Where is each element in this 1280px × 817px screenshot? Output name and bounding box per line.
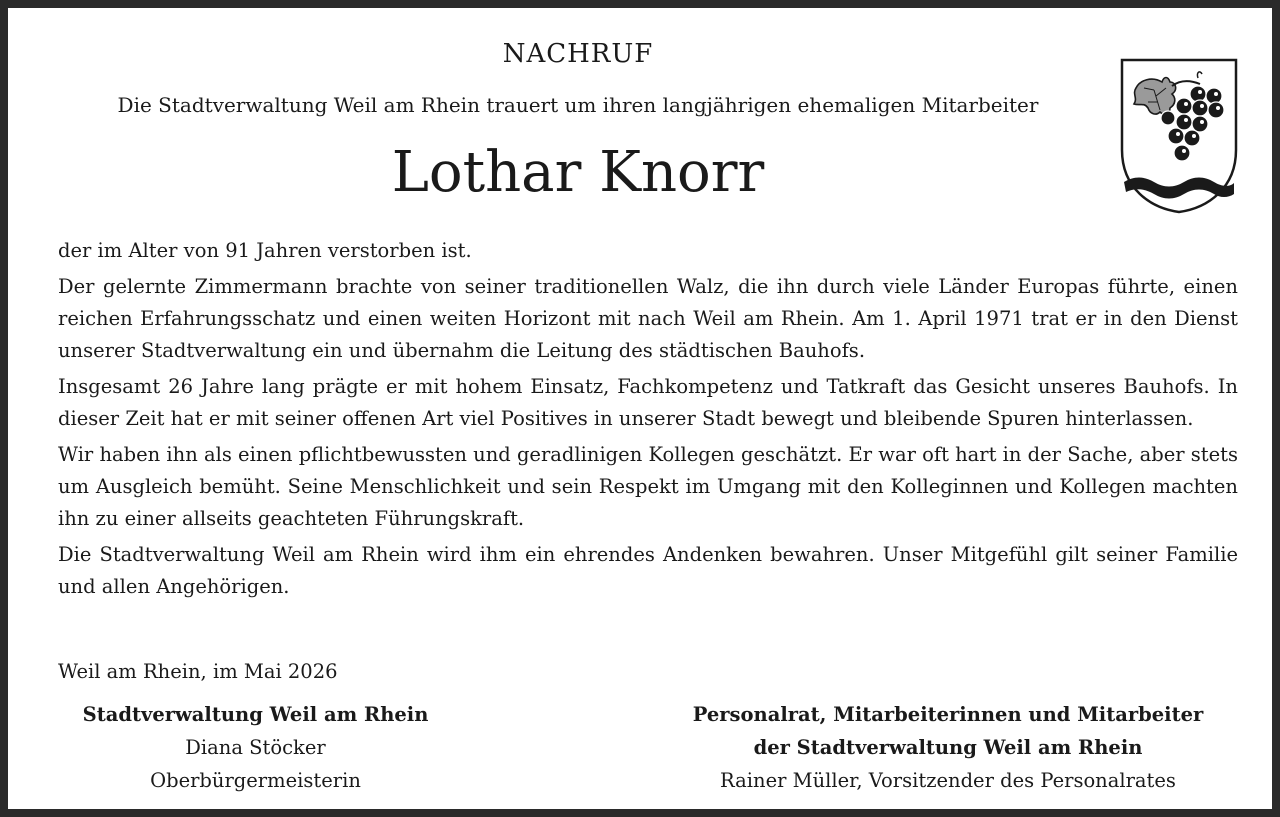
body-paragraph: Wir haben ihn als einen pflichtbewussten und geradlinigen Kollegen geschätzt. Er war oft hart in der Sache, aber stets um Ausgleich bemüht. Seine Menschlichkeit und sein Respekt im Umgang mit den Kolleginnen und Kollegen machten ihn zu einer allseits geachteten Führungskraft. [58, 443, 1238, 530]
body-paragraph: Der gelernte Zimmermann brachte von seiner traditionellen Walz, die ihn durch viele Länder Europas führte, einen reichen Erfahrungsschatz und einen weiten Horizont mit nach Weil am Rhein. Am 1. April 1971 trat er in den Dienst unserer Stadtverwaltung ein und übernahm die Leitung des städtischen Bauhofs. [58, 275, 1238, 362]
signature-organization: Personalrat, Mitarbeiterinnen und Mitarbeiter [692, 703, 1204, 726]
signature-left [48, 698, 463, 797]
signature-organization: der Stadtverwaltung Weil am Rhein [753, 736, 1143, 759]
signature-person: Diana Stöcker [185, 736, 326, 759]
body-paragraph: Insgesamt 26 Jahre lang prägte er mit hohem Einsatz, Fachkompetenz und Tatkraft das Gesicht unseres Bauhofs. In dieser Zeit hat er mit seiner offenen Art viel Positives in unserer Stadt bewegt und bleibende Spuren hinterlassen. [58, 375, 1238, 430]
body-paragraph: Die Stadtverwaltung Weil am Rhein wird ihm ein ehrendes Andenken bewahren. Unser Mitgefühl gilt seiner Familie und allen Angehörigen. [58, 543, 1238, 598]
signature-organization: Stadtverwaltung Weil am Rhein [82, 703, 429, 726]
notice-header [48, 36, 1108, 206]
signature-right [648, 698, 1248, 797]
obituary-body [58, 235, 1238, 607]
place-and-date: Weil am Rhein, im Mai 2026 [58, 660, 338, 683]
notice-intro: Die Stadtverwaltung Weil am Rhein trauert um ihren langjährigen ehemaligen Mitarbeiter [117, 93, 1039, 117]
signature-role: Oberbürgermeisterin [150, 769, 361, 792]
signature-person-role: Rainer Müller, Vorsitzender des Personalrates [720, 769, 1176, 792]
deceased-name: Lothar Knorr [391, 140, 765, 205]
weil-am-rhein-coat-of-arms-icon [1120, 58, 1238, 214]
body-paragraph: der im Alter von 91 Jahren verstorben ist. [58, 239, 472, 262]
notice-title: NACHRUF [502, 39, 654, 69]
